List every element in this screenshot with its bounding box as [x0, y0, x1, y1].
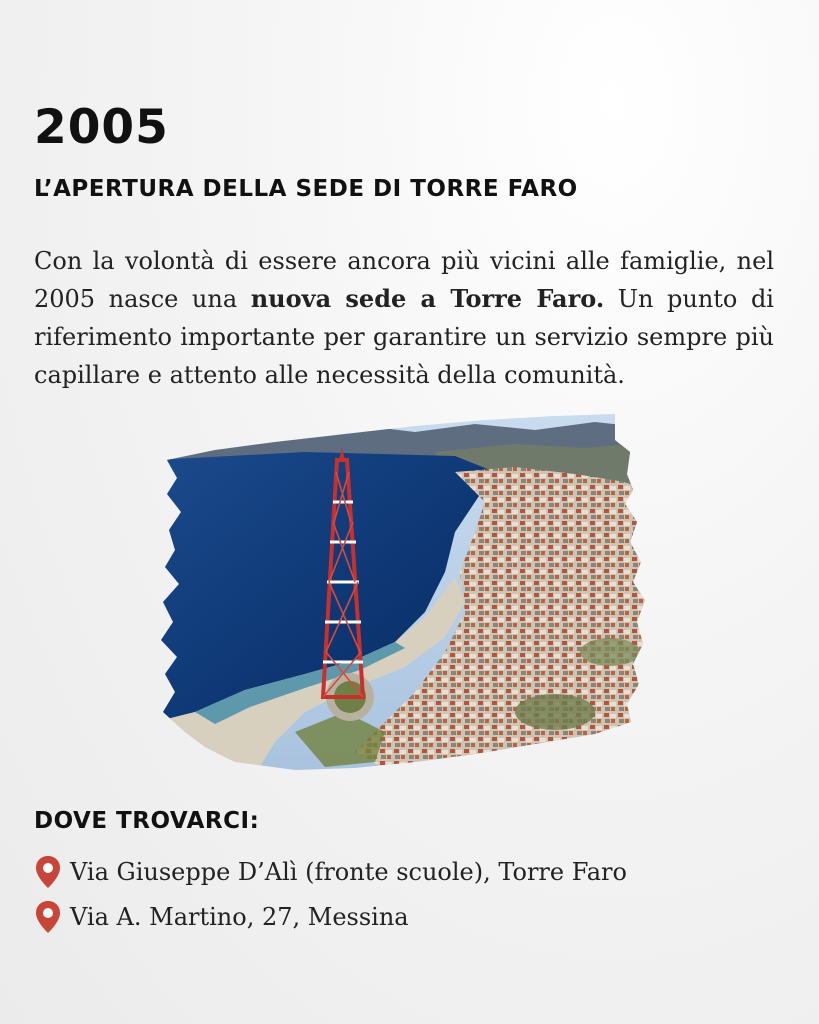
intro-text-2: Un punto di riferimento importante per garantire un servizio sempre più capillare e attento alle necessità della comunità. [34, 285, 774, 389]
location-pin-icon [34, 855, 62, 889]
intro-text-bold: nuova sede a Torre Faro. [250, 284, 605, 313]
aerial-photo-torre-faro [155, 412, 650, 774]
intro-text-1: Con la volontà di essere ancora più vicini alle famiglie, nel 2005 nasce una [34, 247, 774, 313]
address-row [34, 852, 627, 892]
address-text: Via A. Martino, 27, Messina [70, 903, 409, 931]
section-subtitle: L’APERTURA DELLA SEDE DI TORRE FARO [34, 176, 578, 202]
where-to-find-us-heading: DOVE TROVARCI: [34, 808, 260, 834]
location-pin-icon [34, 900, 62, 934]
intro-paragraph [34, 242, 774, 394]
address-row [34, 897, 409, 937]
year-heading: 2005 [34, 100, 169, 155]
address-text: Via Giuseppe D’Alì (fronte scuole), Torre Faro [70, 858, 627, 886]
